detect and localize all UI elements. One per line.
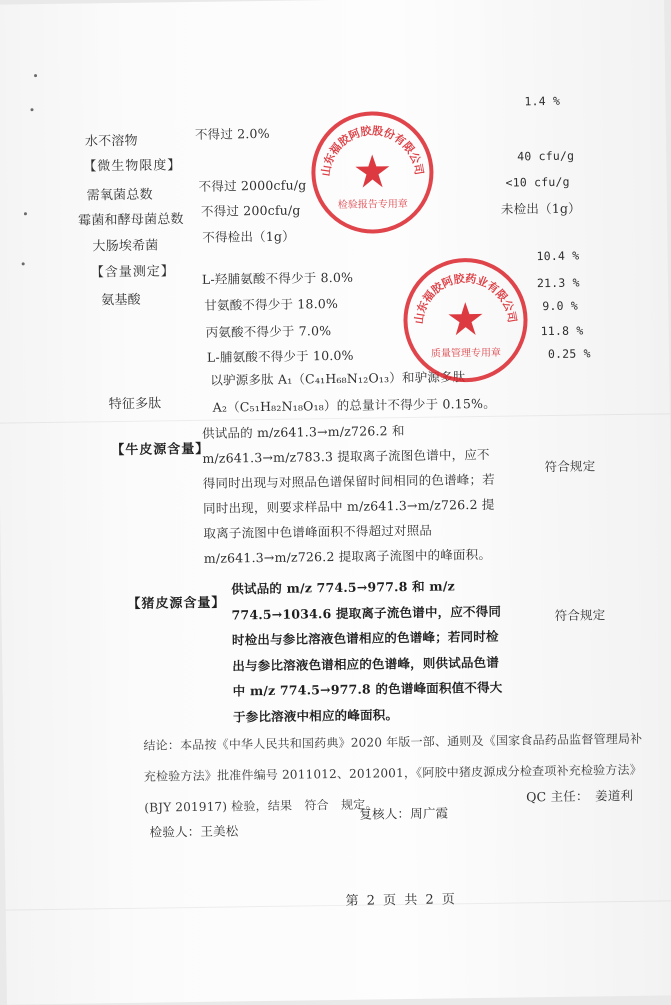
assay-result: 9.0 % <box>542 298 579 314</box>
inspection-report-seal <box>309 109 437 237</box>
row-spec: 不得过 2000cfu/g <box>198 177 307 194</box>
row-result: <10 cfu/g <box>505 174 570 190</box>
porcine-label: 【猪皮源含量】 <box>127 595 226 612</box>
punch-mark <box>24 212 27 215</box>
assay-spec: 甘氨酸不得少于 18.0% <box>204 295 339 313</box>
assay-spec: L-脯氨酸不得少于 10.0% <box>206 347 354 365</box>
row-label: 水不溶物 <box>84 133 138 150</box>
porcine-result: 符合规定 <box>554 607 606 623</box>
bovine-text: 供试品的 m/z641.3→m/z726.2 和 m/z641.3→m/z783.3 提取离子流图色谱中，应不得同时出现与对照品色谱保留时间相同的色谱峰；若同时出现，则要求样品中 m/z641.3→m/z726.2 提取离子流图中色谱峰面积不得超过对照品 m/z641.3→m/z726.2 提取离子流图中的峰面积。 <box>201 423 495 566</box>
section-label: 【含量测定】 <box>90 264 175 281</box>
qc-signature: QC 主任： 姜道利 <box>526 787 634 805</box>
page-number: 第 2 页 共 2 页 <box>345 892 457 909</box>
bovine-result: 符合规定 <box>544 458 596 475</box>
row-result: 40 cfu/g <box>517 148 575 164</box>
group-label: 氨基酸 <box>101 292 141 309</box>
assay-spec: L-羟脯氨酸不得少于 8.0% <box>201 269 354 287</box>
reviewer-signature: 复核人：周广霞 <box>359 805 449 822</box>
quality-management-seal <box>401 255 531 385</box>
conclusion-text: 结论：本品按《中华人民共和国药典》2020 年版一部、通则及《国家食品药品监督管理局补充检验方法》批准件编号 2011012、2012001，《阿胶中猪皮源成分检查项补充检验方法》(BJY 201917) 检验，结果 符合 规定。 <box>143 731 643 815</box>
row-result: 未检出（1g） <box>500 200 581 217</box>
porcine-text: 供试品的 m/z 774.5→977.8 和 m/z 774.5→1034.6 提取离子流色谱中，应不得同时检出与参比溶液色谱相应的色谱峰；若同时检出与参比溶液色谱相应的色谱峰，则供试品色谱中 m/z 774.5→977.8 的色谱峰面积值不得大于参比溶液中相应的峰面积。 <box>231 578 503 725</box>
row-label: 霉菌和酵母菌总数 <box>77 212 184 229</box>
punch-mark <box>31 108 34 111</box>
top-result: 1.4 % <box>524 93 561 109</box>
bovine-label: 【牛皮源含量】 <box>111 441 210 459</box>
seal-company-text: 山东福胶阿胶药业有限公司 <box>412 271 519 325</box>
section-result: 10.4 % <box>536 248 580 264</box>
assay-result: 0.25 % <box>547 346 591 362</box>
section-label: 【微生物限度】 <box>83 158 182 175</box>
inspector-signature: 检验人：王美松 <box>149 823 239 840</box>
fold-line <box>6 900 671 910</box>
row-spec: 不得检出（1g） <box>202 228 295 245</box>
seal-purpose-text: 检验报告专用章 <box>337 198 408 211</box>
row-spec: 不得过 2.0% <box>194 125 270 142</box>
assay-result: 11.8 % <box>540 323 584 339</box>
peptide-label: 特征多肽 <box>108 396 162 413</box>
punch-mark <box>34 74 37 77</box>
row-spec: 不得过 200cfu/g <box>200 202 301 219</box>
seal-company-text: 山东福胶阿胶股份有限公司 <box>319 124 426 178</box>
row-label: 需氧菌总数 <box>86 187 153 204</box>
peptide-spec-line2: A₂（C₅₁H₈₂N₁₈O₁₈）的总量计不得少于 0.15%。 <box>212 395 496 415</box>
punch-mark <box>22 262 25 265</box>
assay-result: 21.3 % <box>536 275 580 291</box>
peptide-spec-line1: 以驴源多肽 A₁（C₄₁H₆₈N₁₂O₁₃）和驴源多肽 <box>210 369 466 388</box>
assay-spec: 丙氨酸不得少于 7.0% <box>205 323 332 340</box>
row-label: 大肠埃希菌 <box>92 238 159 255</box>
seal-purpose-text: 质量管理专用章 <box>430 347 502 360</box>
